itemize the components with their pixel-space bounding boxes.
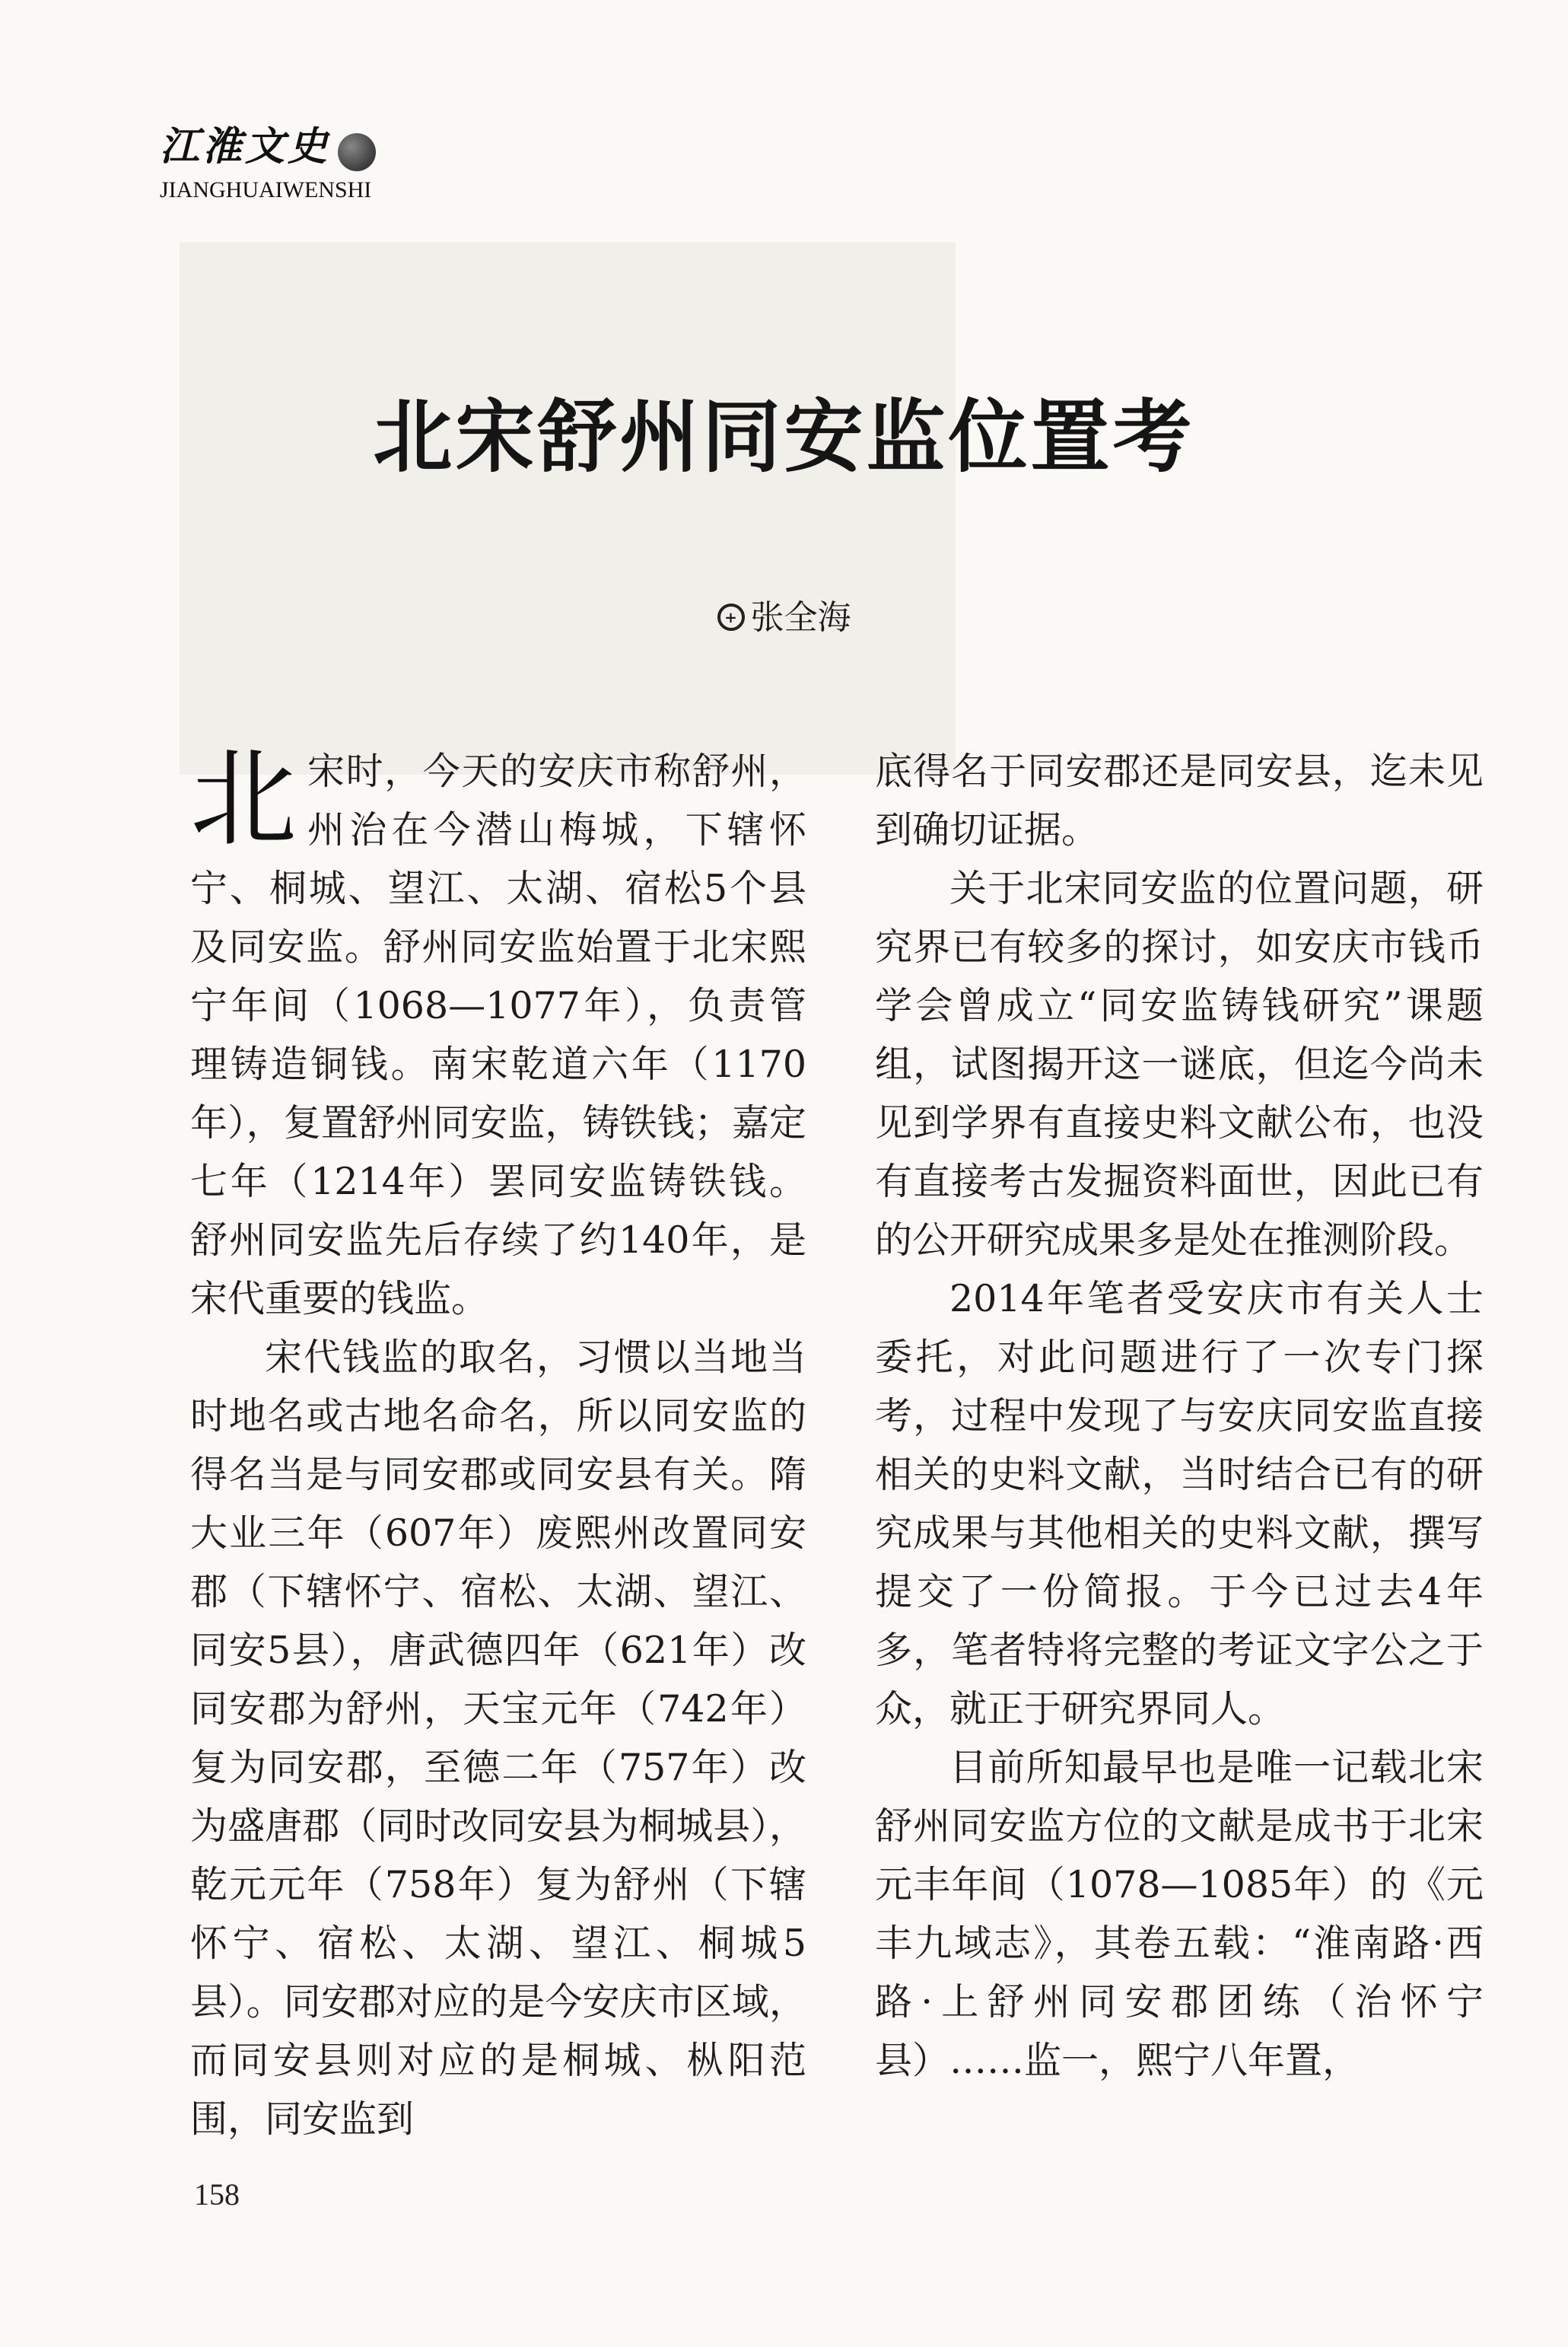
paragraph: 关于北宋同安监的位置问题，研究界已有较多的探讨，如安庆市钱币学会曾成立“同安监铸钱研究”课题组，试图揭开这一谜底，但迄今尚未见到学界有直接史料文献公布，也没有直接考古发掘资料面世，因此已有的公开研究成果多是处在推测阶段。 <box>875 867 1484 1262</box>
logo-dot-icon <box>338 133 376 171</box>
journal-logo-title-row <box>160 114 376 176</box>
right-column <box>875 742 1484 2090</box>
paragraph: 底得名于同安郡还是同安县，迄未见到确切证据。 <box>875 750 1484 852</box>
journal-logo-subtitle: JIANGHUAIWENSHI <box>160 177 372 202</box>
author-mark-icon: + <box>717 603 745 631</box>
article-title: 北宋舒州同安监位置考 <box>373 390 1195 483</box>
journal-logo-title: 江淮文史 <box>160 123 331 170</box>
journal-logo <box>160 114 376 203</box>
drop-cap: 北 <box>190 737 297 861</box>
paragraph: 2014年笔者受安庆市有关人士委托，对此问题进行了一次专门探考，过程中发现了与安庆同安监直接相关的史料文献，当时结合已有的研究成果与其他相关的史料文献，撰写提交了一份简报。于今已过去4年多，笔者特将完整的考证文字公之于众，就正于研究界同人。 <box>875 1277 1484 1731</box>
paragraph: 目前所知最早也是唯一记载北宋舒州同安监方位的文献是成书于北宋元丰年间（1078—1085年）的《元丰九域志》，其卷五载：“淮南路·西路·上舒州同安郡团练（治怀宁县）……监一，熙宁八年置， <box>875 1746 1484 2082</box>
bleed-through-band <box>180 242 956 775</box>
paragraph: 宋代钱监的取名，习惯以当地当时地名或古地名命名，所以同安监的得名当是与同安郡或同安县有关。隋大业三年（607年）废熙州改置同安郡（下辖怀宁、宿松、太湖、望江、同安5县），唐武德四年（621年）改同安郡为舒州，天宝元年（742年）复为同安郡，至德二年（757年）改为盛唐郡（同时改同安县为桐城县），乾元元年（758年）复为舒州（下辖怀宁、宿松、太湖、望江、桐城5县）。同安郡对应的是今安庆市区域，而同安县则对应的是桐城、枞阳范围，同安监到 <box>190 1336 806 2141</box>
author-name: 张全海 <box>750 598 851 637</box>
left-column <box>190 737 806 2148</box>
paragraph <box>190 737 806 1328</box>
author-line <box>0 590 1568 638</box>
paragraph-text: 宋时，今天的安庆市称舒州，州治在今潜山梅城，下辖怀宁、桐城、望江、太湖、宿松5个县及同安监。舒州同安监始置于北宋熙宁年间（1068—1077年），负责管理铸造铜钱。南宋乾道六年（1170年），复置舒州同安监，铸铁钱；嘉定七年（1214年）罢同安监铸铁钱。舒州同安监先后存续了约140年，是宋代重要的钱监。 <box>190 750 806 1320</box>
page-number: 158 <box>194 2177 240 2212</box>
